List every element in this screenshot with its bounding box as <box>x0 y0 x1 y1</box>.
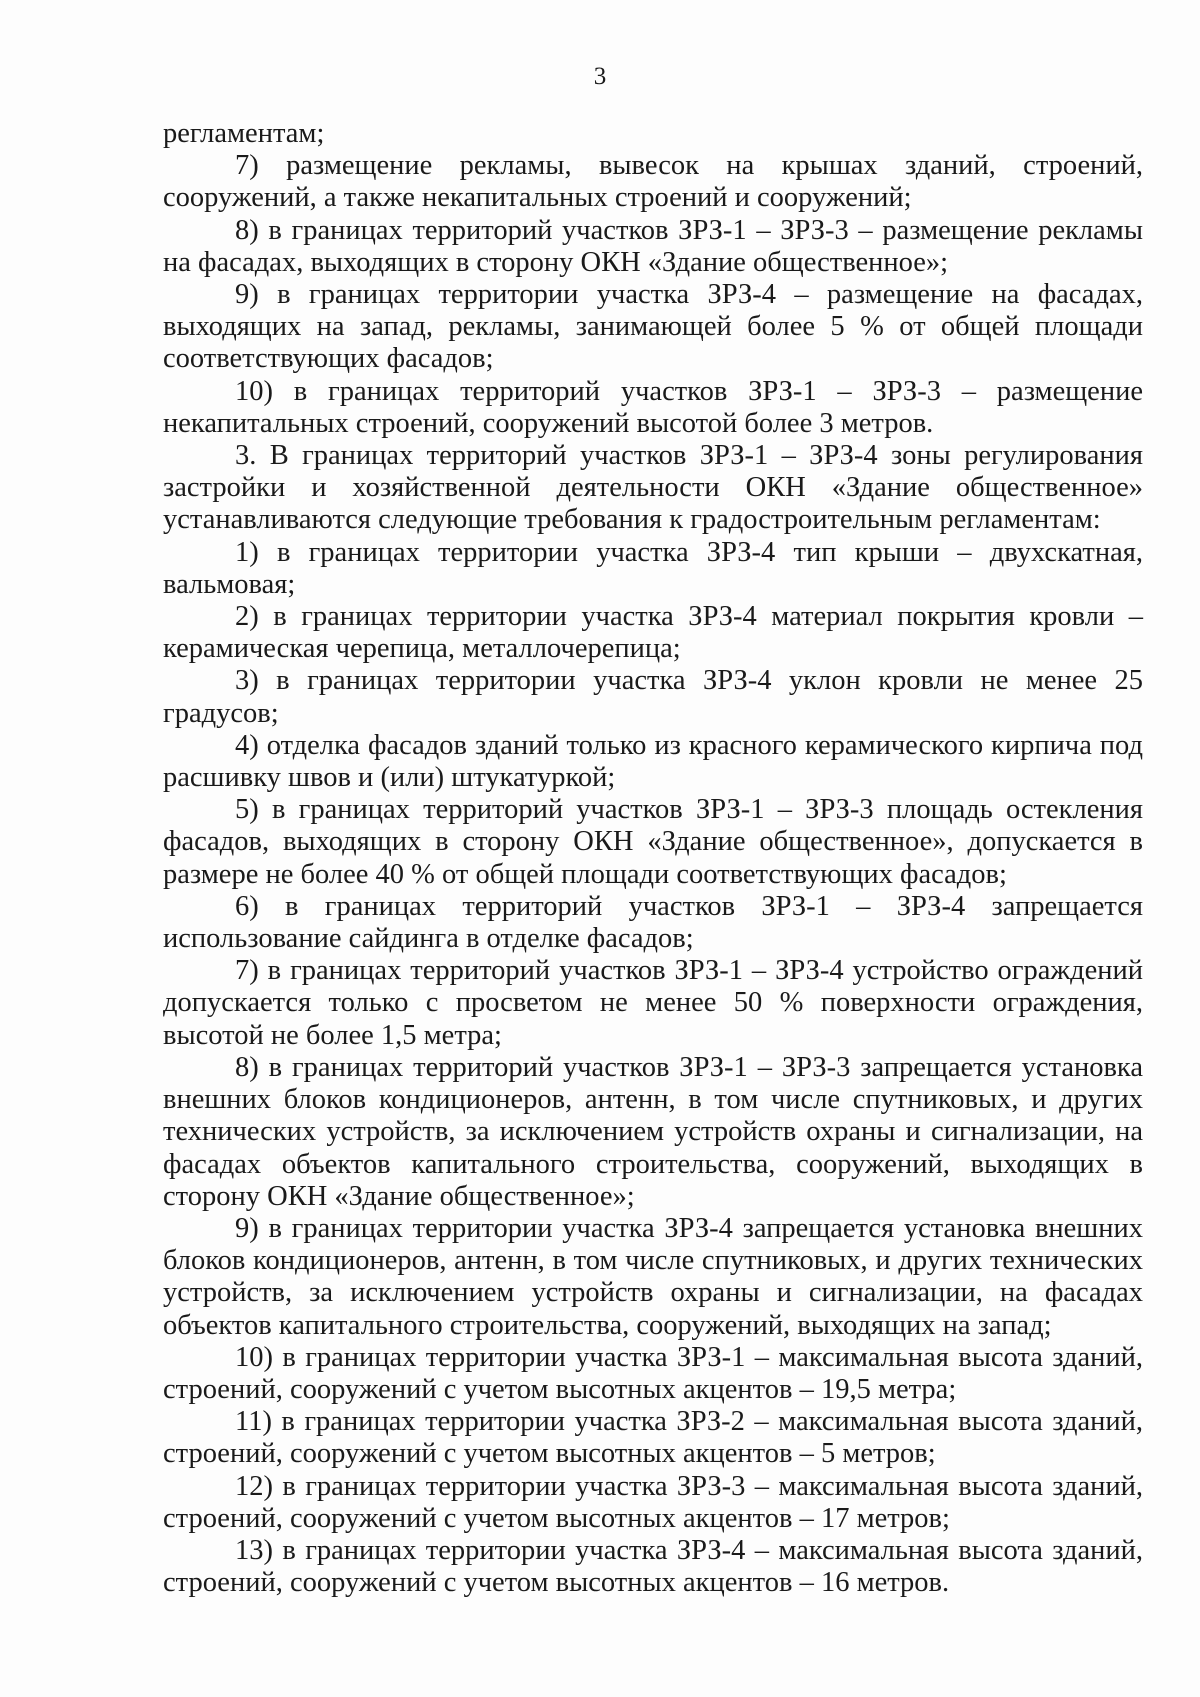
paragraph-item-7-advertising-roofs: 7) размещение рекламы, вывесок на крышах зданий, строений, сооружений, а также некапитальных строений и сооружений; <box>163 150 1143 214</box>
paragraph-req-7-fences: 7) в границах территорий участков ЗРЗ-1 – ЗРЗ-4 устройство ограждений допускается только с просветом не менее 50 % поверхности ограждения, высотой не более 1,5 метра; <box>163 955 1143 1051</box>
paragraph-item-9-advertising-west: 9) в границах территории участка ЗРЗ-4 – размещение на фасадах, выходящих на запад, рекламы, занимающей более 5 % от общей площади соответствующих фасадов; <box>163 279 1143 375</box>
paragraph-req-11-height-zrz2: 11) в границах территории участка ЗРЗ-2 – максимальная высота зданий, строений, сооружений с учетом высотных акцентов – 5 метров; <box>163 1406 1143 1470</box>
paragraph-req-2-roof-material: 2) в границах территории участка ЗРЗ-4 материал покрытия кровли – керамическая черепица, металлочерепица; <box>163 601 1143 665</box>
paragraph-req-4-facade-finish: 4) отделка фасадов зданий только из красного керамического кирпича под расшивку швов и (или) штукатуркой; <box>163 729 1143 794</box>
paragraph-req-6-siding: 6) в границах территорий участков ЗРЗ-1 – ЗРЗ-4 запрещается использование сайдинга в отделке фасадов; <box>163 890 1143 955</box>
paragraph-req-1-roof-type: 1) в границах территории участка ЗРЗ-4 тип крыши – двухскатная, вальмовая; <box>163 536 1143 600</box>
paragraph-req-10-height-zrz1: 10) в границах территории участка ЗРЗ-1 – максимальная высота зданий, строений, сооружений с учетом высотных акцентов – 19,5 метра; <box>163 1341 1143 1405</box>
paragraph-req-8-external-units: 8) в границах территорий участков ЗРЗ-1 – ЗРЗ-3 запрещается установка внешних блоков кондиционеров, антенн, в том числе спутниковых, и других технических устройств, за исключением устройств охраны и сигнализации, на фасадах объектов капитального строительства, сооружений, выходящих в сторону ОКН «Здание общественное»; <box>163 1051 1143 1212</box>
paragraph-section-3-intro: 3. В границах территорий участков ЗРЗ-1 – ЗРЗ-4 зоны регулирования застройки и хозяйственной деятельности ОКН «Здание общественное» устанавливаются следующие требования к градостроительным регламентам: <box>163 440 1143 536</box>
paragraph-req-12-height-zrz3: 12) в границах территории участка ЗРЗ-3 – максимальная высота зданий, строений, сооружений с учетом высотных акцентов – 17 метров; <box>163 1470 1143 1534</box>
paragraph-item-10-non-capital-structures: 10) в границах территорий участков ЗРЗ-1 – ЗРЗ-3 – размещение некапитальных строений, сооружений высотой более 3 метров. <box>163 375 1143 439</box>
document-body <box>163 118 1143 1599</box>
paragraph-req-13-height-zrz4: 13) в границах территории участка ЗРЗ-4 – максимальная высота зданий, строений, сооружений с учетом высотных акцентов – 16 метров. <box>163 1534 1143 1599</box>
paragraph-req-3-roof-slope: 3) в границах территории участка ЗРЗ-4 уклон кровли не менее 25 градусов; <box>163 665 1143 729</box>
paragraph-item-8-advertising-facades: 8) в границах территорий участков ЗРЗ-1 – ЗРЗ-3 – размещение рекламы на фасадах, выходящих в сторону ОКН «Здание общественное»; <box>163 214 1143 278</box>
page-number: 3 <box>593 63 607 90</box>
paragraph-continuation: регламентам; <box>163 118 325 149</box>
paragraph-req-9-external-units-west: 9) в границах территории участка ЗРЗ-4 запрещается установка внешних блоков кондиционеров, антенн, в том числе спутниковых, и других технических устройств, за исключением устройств охраны и сигнализации, на фасадах объектов капитального строительства, сооружений, выходящих на запад; <box>163 1212 1143 1341</box>
paragraph-req-5-glazing: 5) в границах территорий участков ЗРЗ-1 – ЗРЗ-3 площадь остекления фасадов, выходящих в сторону ОКН «Здание общественное», допускается в размере не более 40 % от общей площади соответствующих фасадов; <box>163 794 1143 890</box>
